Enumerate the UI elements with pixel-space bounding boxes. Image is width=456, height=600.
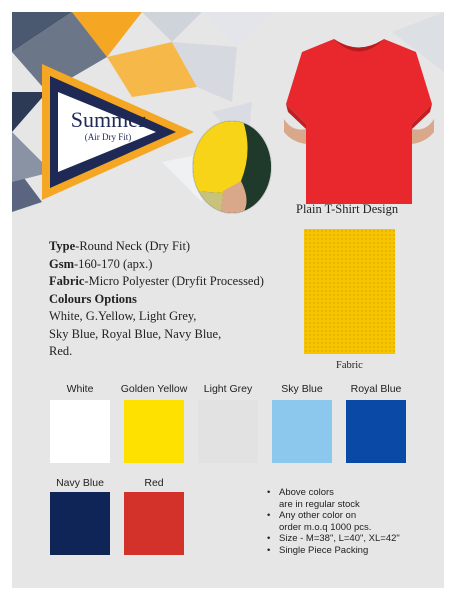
note-item: • Any other color on order m.o.q 1000 pcs. xyxy=(267,510,372,533)
swatch-color xyxy=(50,492,110,555)
swatch-label: Golden Yellow xyxy=(120,383,188,395)
swatch-label: Red xyxy=(144,477,164,489)
fabric-caption: Fabric xyxy=(336,360,363,371)
swatch-label: Light Grey xyxy=(203,383,253,395)
fabric-texture-image xyxy=(304,229,395,354)
swatch-label: Royal Blue xyxy=(350,383,402,395)
swatch-color xyxy=(124,400,184,463)
note-item: • Single Piece Packing xyxy=(267,544,369,556)
swatch-label: Sky Blue xyxy=(281,383,323,395)
flyer-frame xyxy=(12,12,444,588)
notes-list xyxy=(267,487,444,556)
banner-subtitle: (Air Dry Fit) xyxy=(84,132,132,142)
colours-line-1: White, G.Yellow, Light Grey, xyxy=(49,309,197,323)
swatch-label: White xyxy=(66,383,94,395)
colours-line-3: Red. xyxy=(49,344,73,358)
colours-line-2: Sky Blue, Royal Blue, Navy Blue, xyxy=(49,326,222,341)
swatch-color xyxy=(50,400,110,463)
red-tshirt-image xyxy=(284,34,434,209)
product-specs xyxy=(49,238,309,361)
design-caption: Plain T-Shirt Design xyxy=(296,202,399,216)
swatch-color xyxy=(198,400,258,463)
spec-gsm: Gsm-160-170 (apx.) xyxy=(49,256,153,271)
colours-heading: Colours Options xyxy=(49,291,137,306)
swatch-color xyxy=(272,400,332,463)
spec-type: Type-Round Neck (Dry Fit) xyxy=(49,239,191,253)
note-item: • Above colors are in regular stock xyxy=(267,487,360,510)
note-item: • Size - M=38", L=40", XL=42" xyxy=(267,533,400,544)
banner-title: Summer xyxy=(70,107,146,132)
banner-title-block xyxy=(58,108,158,142)
spec-fabric: Fabric-Micro Polyester (Dryfit Processed) xyxy=(49,274,264,288)
swatch-color xyxy=(124,492,184,555)
sleeve-closeup-image xyxy=(192,120,272,214)
swatch-label: Navy Blue xyxy=(56,477,104,489)
swatch-color xyxy=(346,400,406,463)
